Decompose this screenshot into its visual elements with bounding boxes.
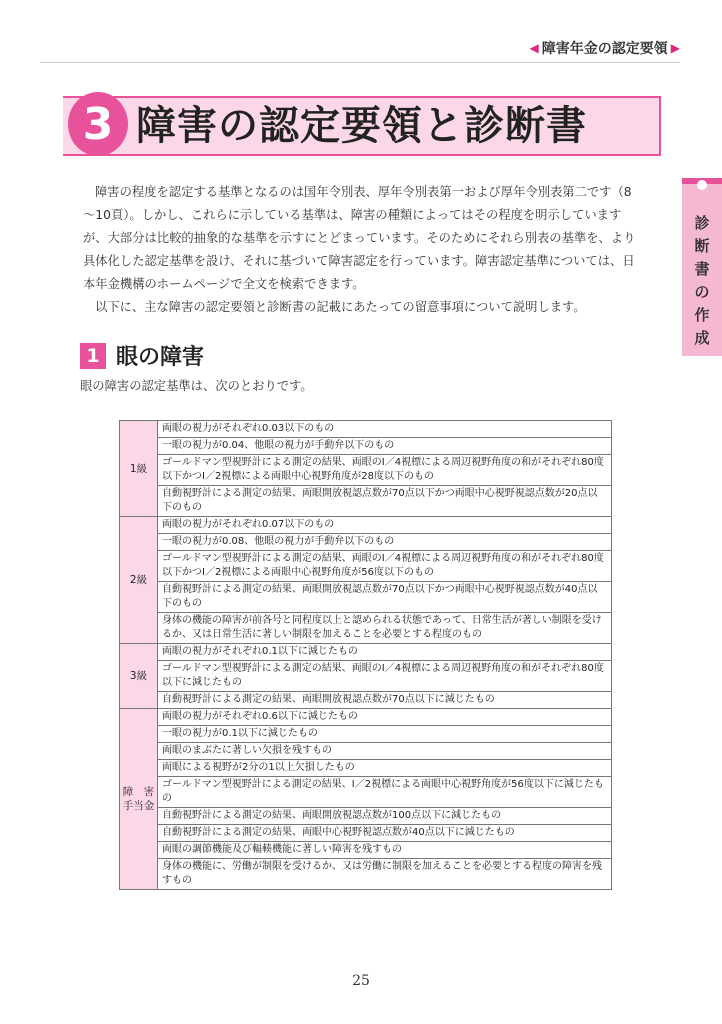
criterion-cell: 自動視野計による測定の結果、両眼開放視認点数が100点以下に減じたもの: [158, 808, 612, 825]
side-tab-char: の: [694, 283, 710, 301]
page-title: 障害の認定要領と診断書: [136, 103, 587, 149]
side-tab-char: 断: [694, 237, 710, 255]
criterion-cell: 身体の機能に、労働が制限を受けるか、又は労働に制限を加えることを必要とする程度の障害を残すもの: [158, 859, 612, 890]
criterion-cell: 一眼の視力が0.1以下に減じたもの: [158, 726, 612, 743]
intro-paragraph: 以下に、主な障害の認定要領と診断書の記載にあたっての留意事項について説明します。: [95, 300, 586, 314]
criterion-cell: 両眼の視力がそれぞれ0.07以下のもの: [158, 517, 612, 534]
criterion-cell: ゴールドマン型視野計による測定の結果、Ⅰ／2視標による両眼中心視野角度が56度以下に減じたもの: [158, 777, 612, 808]
criterion-cell: ゴールドマン型視野計による測定の結果、両眼のⅠ／4視標による周辺視野角度の和がそれぞれ80度以下に減じたもの: [158, 661, 612, 692]
table-row: [120, 534, 612, 551]
section-heading: [80, 340, 204, 371]
running-head: [530, 38, 680, 58]
table-row: [120, 455, 612, 486]
criterion-cell: 両眼の視力がそれぞれ0.1以下に減じたもの: [158, 644, 612, 661]
criterion-cell: 両眼の視力がそれぞれ0.6以下に減じたもの: [158, 709, 612, 726]
criterion-cell: 自動視野計による測定の結果、両眼開放視認点数が70点以下かつ両眼中心視野視認点数が40点以下のもの: [158, 582, 612, 613]
grade-cell: 障 害 手当金: [120, 709, 158, 890]
table-row: [120, 842, 612, 859]
table-row: [120, 582, 612, 613]
table-row: [120, 760, 612, 777]
side-tab-char: 成: [694, 329, 710, 347]
table-row: [120, 613, 612, 644]
grade-cell: 1級: [120, 421, 158, 517]
criterion-cell: 両眼のまぶたに著しい欠損を残すもの: [158, 743, 612, 760]
table-row: [120, 438, 612, 455]
left-triangle-icon: ◀: [529, 41, 539, 55]
page-number: 25: [352, 973, 370, 989]
intro-text: [83, 181, 638, 319]
table-row: [120, 517, 612, 534]
criteria-table: [119, 420, 612, 890]
criterion-cell: 両眼の視力がそれぞれ0.03以下のもの: [158, 421, 612, 438]
grade-cell: 3級: [120, 644, 158, 709]
criterion-cell: 両眼の調節機能及び輻輳機能に著しい障害を残すもの: [158, 842, 612, 859]
criterion-cell: ゴールドマン型視野計による測定の結果、両眼のⅠ／4視標による周辺視野角度の和がそれぞれ80度以下かつⅠ／2視標による両眼中心視野角度が56度以下のもの: [158, 551, 612, 582]
criterion-cell: 自動視野計による測定の結果、両眼中心視野視認点数が40点以下に減じたもの: [158, 825, 612, 842]
table-row: [120, 859, 612, 890]
side-tab-char: 書: [694, 260, 710, 278]
criterion-cell: 身体の機能の障害が前各号と同程度以上と認められる状態であって、日常生活が著しい制限を受けるか、又は日常生活に著しい制限を加えることを必要とする程度のもの: [158, 613, 612, 644]
table-row: [120, 486, 612, 517]
criterion-cell: 両眼による視野が2分の1以上欠損したもの: [158, 760, 612, 777]
side-tab-char: 診: [694, 214, 710, 232]
side-tab-char: 作: [694, 306, 710, 324]
right-triangle-icon: ▶: [670, 41, 680, 55]
grade-cell: 2級: [120, 517, 158, 644]
table-row: [120, 808, 612, 825]
intro-paragraph: 障害の程度を認定する基準となるのは国年令別表、厚年令別表第一および厚年令別表第二です（8～10頁）。しかし、これらに示している基準は、障害の種類によってはその程度を明示していますが、大部分は比較的抽象的な基準を示すにとどまっています。そのためにそれら別表の基準を、より具体化した認定基準を設け、それに基づいて障害認定を行っています。障害認定基準については、日本年金機構のホームページで全文を検索できます。: [83, 185, 636, 291]
criterion-cell: 自動視野計による測定の結果、両眼開放視認点数が70点以下に減じたもの: [158, 692, 612, 709]
criterion-cell: ゴールドマン型視野計による測定の結果、両眼のⅠ／4視標による周辺視野角度の和がそれぞれ80度以下かつⅠ／2視標による両眼中心視野角度が28度以下のもの: [158, 455, 612, 486]
table-row: [120, 726, 612, 743]
table-row: [120, 661, 612, 692]
criterion-cell: 自動視野計による測定の結果、両眼開放視認点数が70点以下かつ両眼中心視野視認点数が20点以下のもの: [158, 486, 612, 517]
table-row: [120, 743, 612, 760]
table-row: [120, 692, 612, 709]
section-title: 眼の障害: [116, 345, 205, 370]
table-row: [120, 777, 612, 808]
section-lead: 眼の障害の認定基準は、次のとおりです。: [80, 379, 313, 393]
criterion-cell: 一眼の視力が0.04、他眼の視力が手動弁以下のもの: [158, 438, 612, 455]
criterion-cell: 一眼の視力が0.08、他眼の視力が手動弁以下のもの: [158, 534, 612, 551]
header-rule: [40, 62, 680, 63]
table-row: [120, 421, 612, 438]
table-row: [120, 709, 612, 726]
section-number-badge: 1: [80, 343, 106, 369]
running-head-label: 障害年金の認定要領: [541, 41, 668, 57]
table-row: [120, 644, 612, 661]
table-row: [120, 551, 612, 582]
side-index-tab: [682, 178, 722, 356]
title-number-badge: 3: [68, 92, 128, 156]
table-row: [120, 825, 612, 842]
